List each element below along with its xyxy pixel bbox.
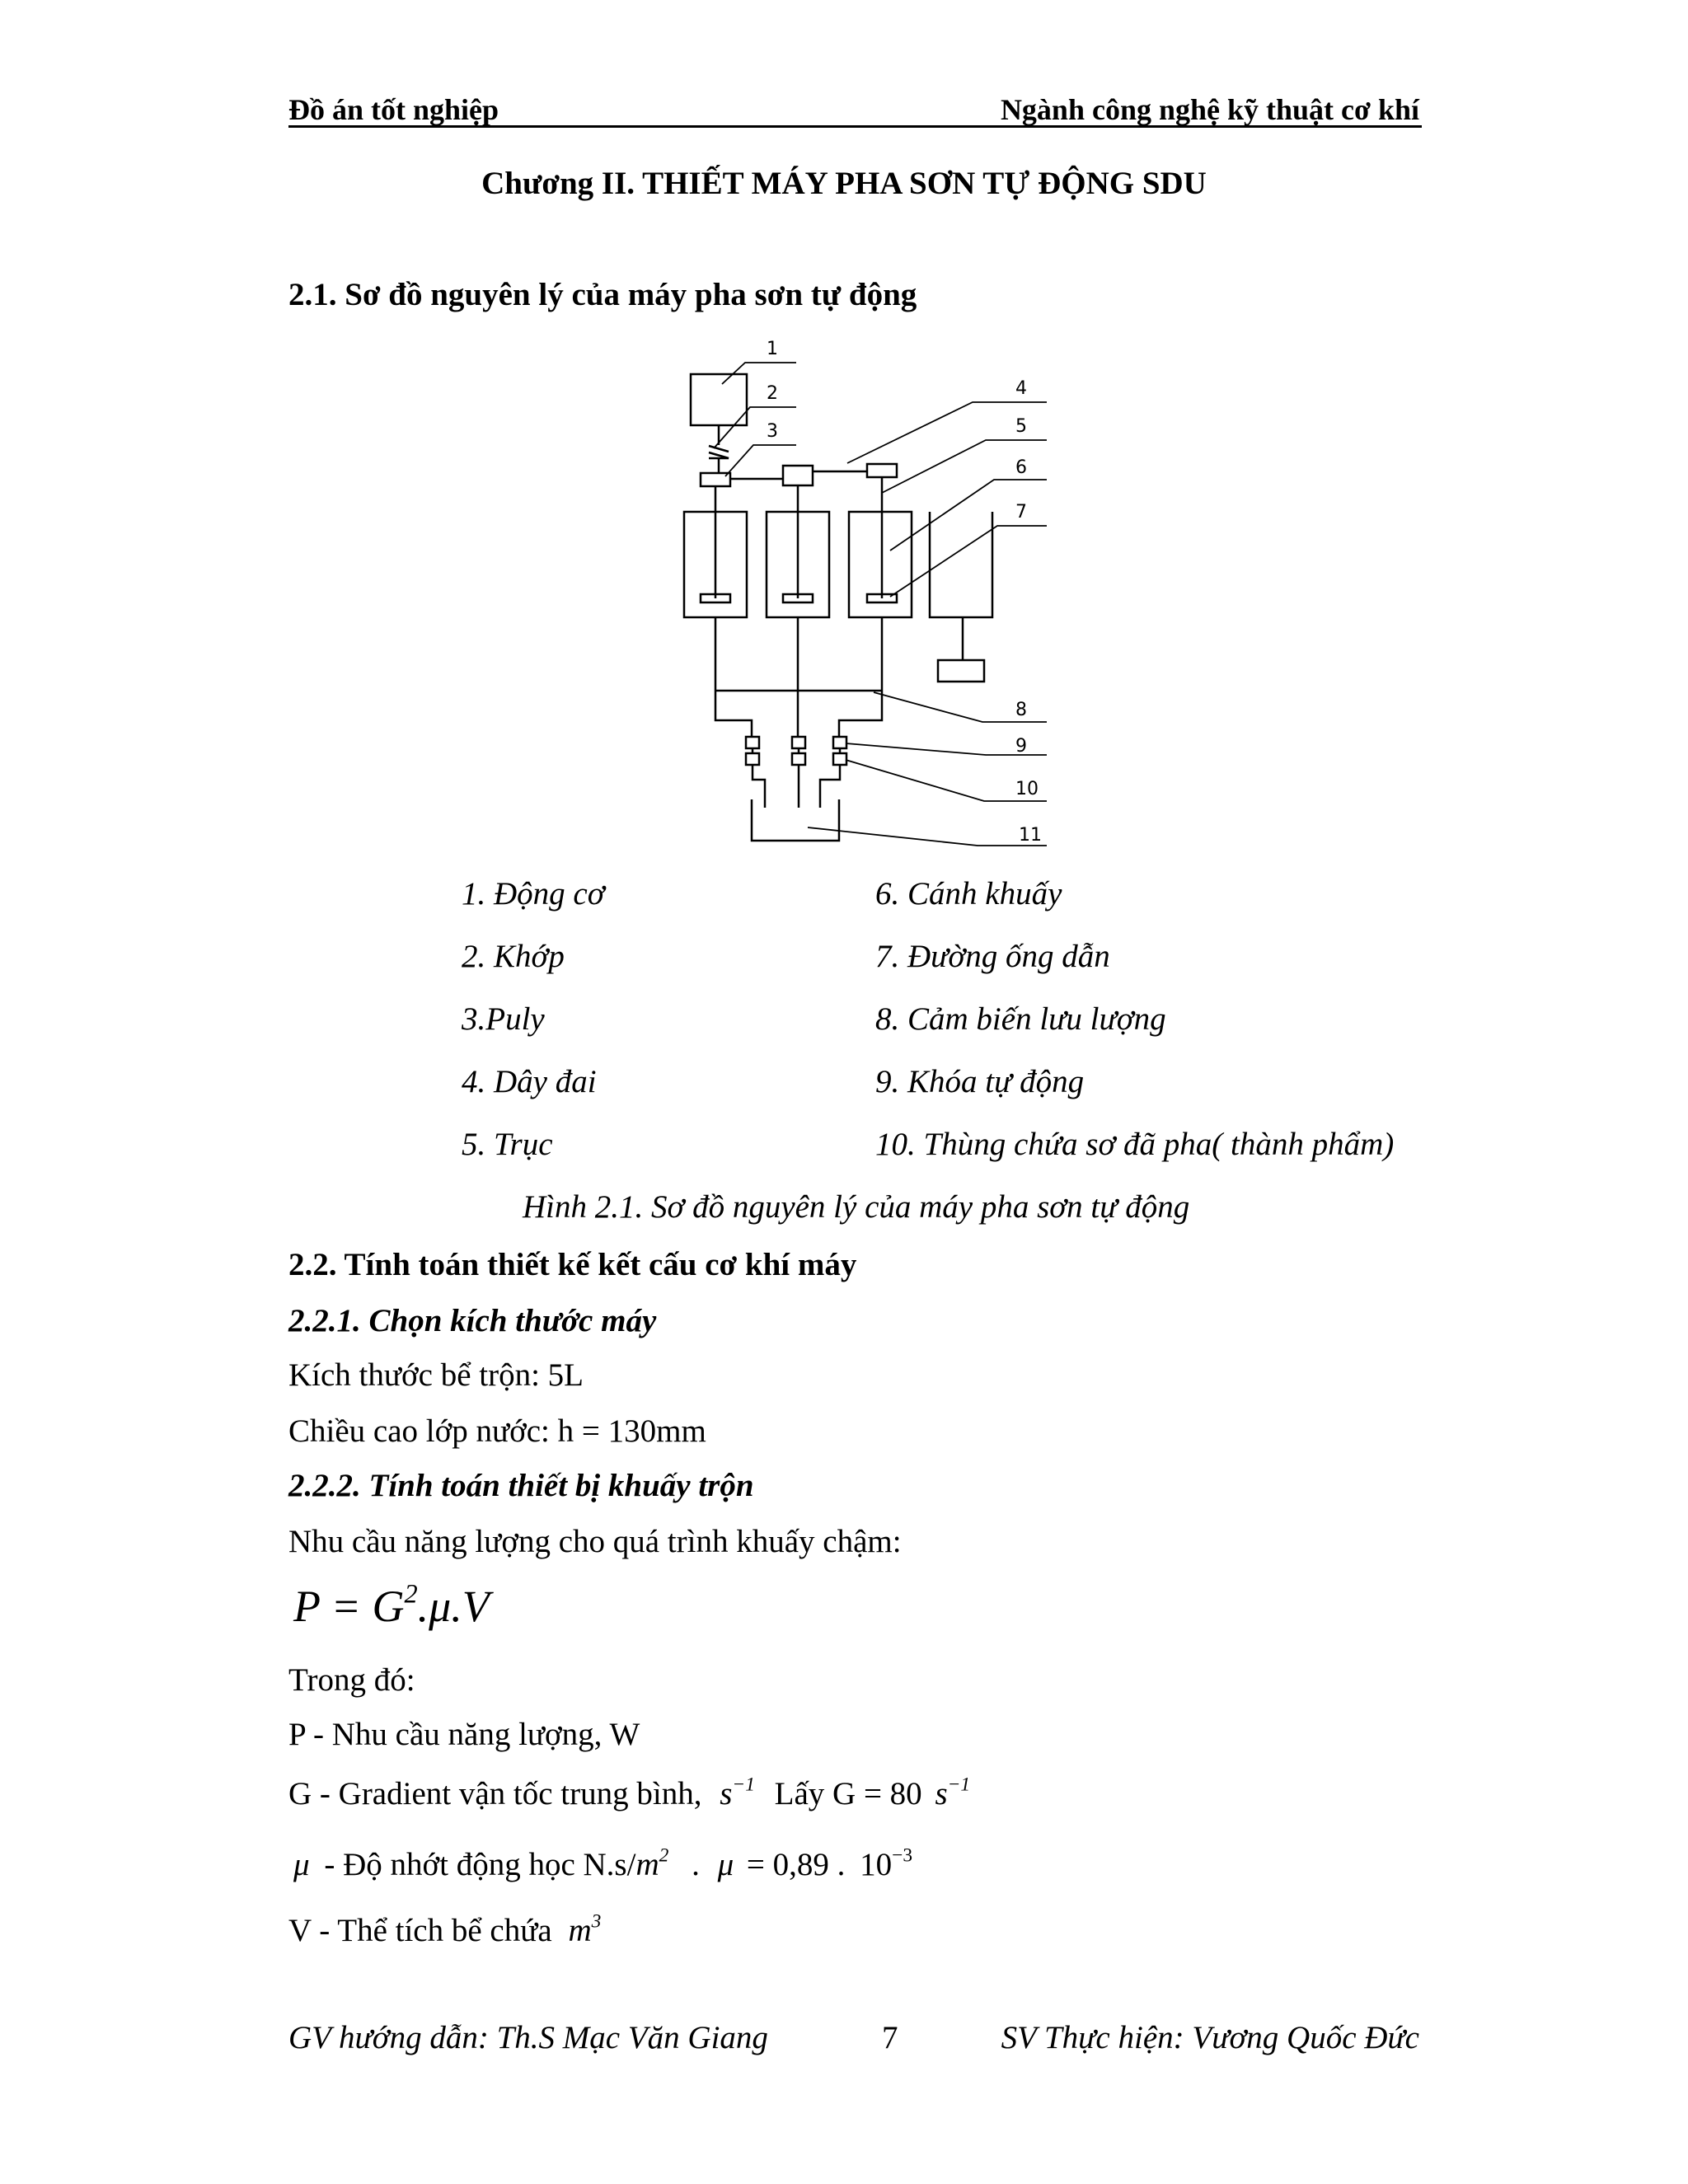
diagram-label-8: 8 <box>1015 700 1027 720</box>
diagram-label-1: 1 <box>767 339 778 359</box>
legend-item-10: 10. Thùng chứa sơ đã pha( thành phẩm) <box>875 1127 1395 1162</box>
def-mu-unit: $m^2$ <box>635 1844 669 1882</box>
header-left: Đồ án tốt nghiệp <box>288 93 499 126</box>
legend-item-5: 5. Trục <box>462 1127 553 1162</box>
diagram-label-7: 7 <box>1015 502 1027 523</box>
figure-caption: Hình 2.1. Sơ đồ nguyên lý của máy pha sơn tự động <box>523 1189 1190 1225</box>
def-g-line <box>288 1775 970 1812</box>
legend-item-3: 3.Puly <box>462 1001 545 1037</box>
def-mu-symbol-2: μ <box>717 1847 734 1882</box>
diagram-label-11: 11 <box>1019 825 1042 846</box>
section-2-1-heading: 2.1. Sơ đồ nguyên lý của máy pha sơn tự động <box>288 277 917 312</box>
pulley-3 <box>867 464 897 477</box>
def-g-take-unit: $s^{-1}$ <box>935 1774 971 1811</box>
schematic-diagram <box>0 0 1688 874</box>
legend-item-8: 8. Cảm biến lưu lượng <box>875 1001 1166 1037</box>
def-g-unit: $s^{-1}$ <box>720 1774 755 1811</box>
legend-item-7: 7. Đường ống dẫn <box>875 939 1110 974</box>
def-v-text: V - Thể tích bể chứa <box>288 1913 552 1948</box>
leader-2 <box>714 407 796 448</box>
coupling-shape <box>709 425 729 473</box>
valve-2b <box>792 753 805 765</box>
diagram-label-9: 9 <box>1015 736 1027 757</box>
formula-lhs: P = G <box>293 1582 405 1631</box>
energy-need-text: Nhu cầu năng lượng cho quá trình khuấy chậm: <box>288 1524 902 1559</box>
diagram-label-6: 6 <box>1015 457 1027 478</box>
diagram-label-5: 5 <box>1015 416 1027 437</box>
def-g-take: Lấy G = 80 <box>774 1776 922 1811</box>
def-v-unit: $m^3$ <box>568 1910 602 1948</box>
valve-1b <box>746 753 759 765</box>
diagram-label-3: 3 <box>767 421 778 442</box>
page-number: 7 <box>882 2020 898 2055</box>
leader-3 <box>725 445 796 476</box>
def-v-line <box>288 1912 601 1949</box>
footer-advisor: GV hướng dẫn: Th.S Mạc Văn Giang <box>288 2020 768 2055</box>
tank-size-text: Kích thước bể trộn: 5L <box>288 1357 584 1393</box>
diagram-label-2: 2 <box>767 383 778 404</box>
legend-item-9: 9. Khóa tự động <box>875 1064 1085 1099</box>
def-mu-value: = 0,89 . <box>746 1847 846 1882</box>
def-mu-dot: . <box>692 1847 700 1882</box>
legend-item-2: 2. Khớp <box>462 939 565 974</box>
diagram-label-4: 4 <box>1015 378 1027 399</box>
def-mu-line <box>293 1846 912 1883</box>
valve-2a <box>792 737 805 748</box>
chapter-title: Chương II. THIẾT MÁY PHA SƠN TỰ ĐỘNG SDU <box>481 166 1207 201</box>
valve-3b <box>833 753 846 765</box>
water-height-text: Chiều cao lớp nước: h = 130mm <box>288 1413 706 1449</box>
motor-shape <box>691 374 747 425</box>
def-mu-symbol: μ <box>293 1847 310 1882</box>
def-mu-power: $10^{-3}$ <box>860 1844 913 1882</box>
formula-exp: 2 <box>404 1579 418 1610</box>
footer-student: SV Thực hiện: Vương Quốc Đức <box>1001 2020 1419 2055</box>
valve-3a <box>833 737 846 748</box>
diagram-label-10: 10 <box>1015 779 1039 799</box>
pulley-2 <box>783 466 813 485</box>
def-g-text: G - Gradient vận tốc trung bình, <box>288 1776 702 1811</box>
energy-formula <box>293 1581 490 1632</box>
where-text: Trong đó: <box>288 1662 415 1698</box>
legend-item-4: 4. Dây đai <box>462 1064 597 1099</box>
flow-sensor <box>938 660 984 682</box>
leader-7 <box>890 526 1047 597</box>
section-2-2-heading: 2.2. Tính toán thiết kế kết cấu cơ khí máy <box>288 1247 857 1282</box>
def-mu-text: - Độ nhớt động học N.s/ <box>324 1847 636 1882</box>
leader-1 <box>722 363 796 384</box>
valve-1a <box>746 737 759 748</box>
def-p-text: P - Nhu cầu năng lượng, W <box>288 1717 640 1752</box>
formula-rhs: .μ.V <box>417 1582 490 1631</box>
legend-item-6: 6. Cánh khuấy <box>875 876 1062 912</box>
header-right: Ngành công nghệ kỹ thuật cơ khí <box>1000 93 1419 126</box>
leader-11 <box>808 827 1047 846</box>
section-2-2-1-heading: 2.2.1. Chọn kích thước máy <box>288 1303 657 1338</box>
legend-item-1: 1. Động cơ <box>462 876 605 912</box>
section-2-2-2-heading: 2.2.2. Tính toán thiết bị khuấy trộn <box>288 1468 754 1503</box>
